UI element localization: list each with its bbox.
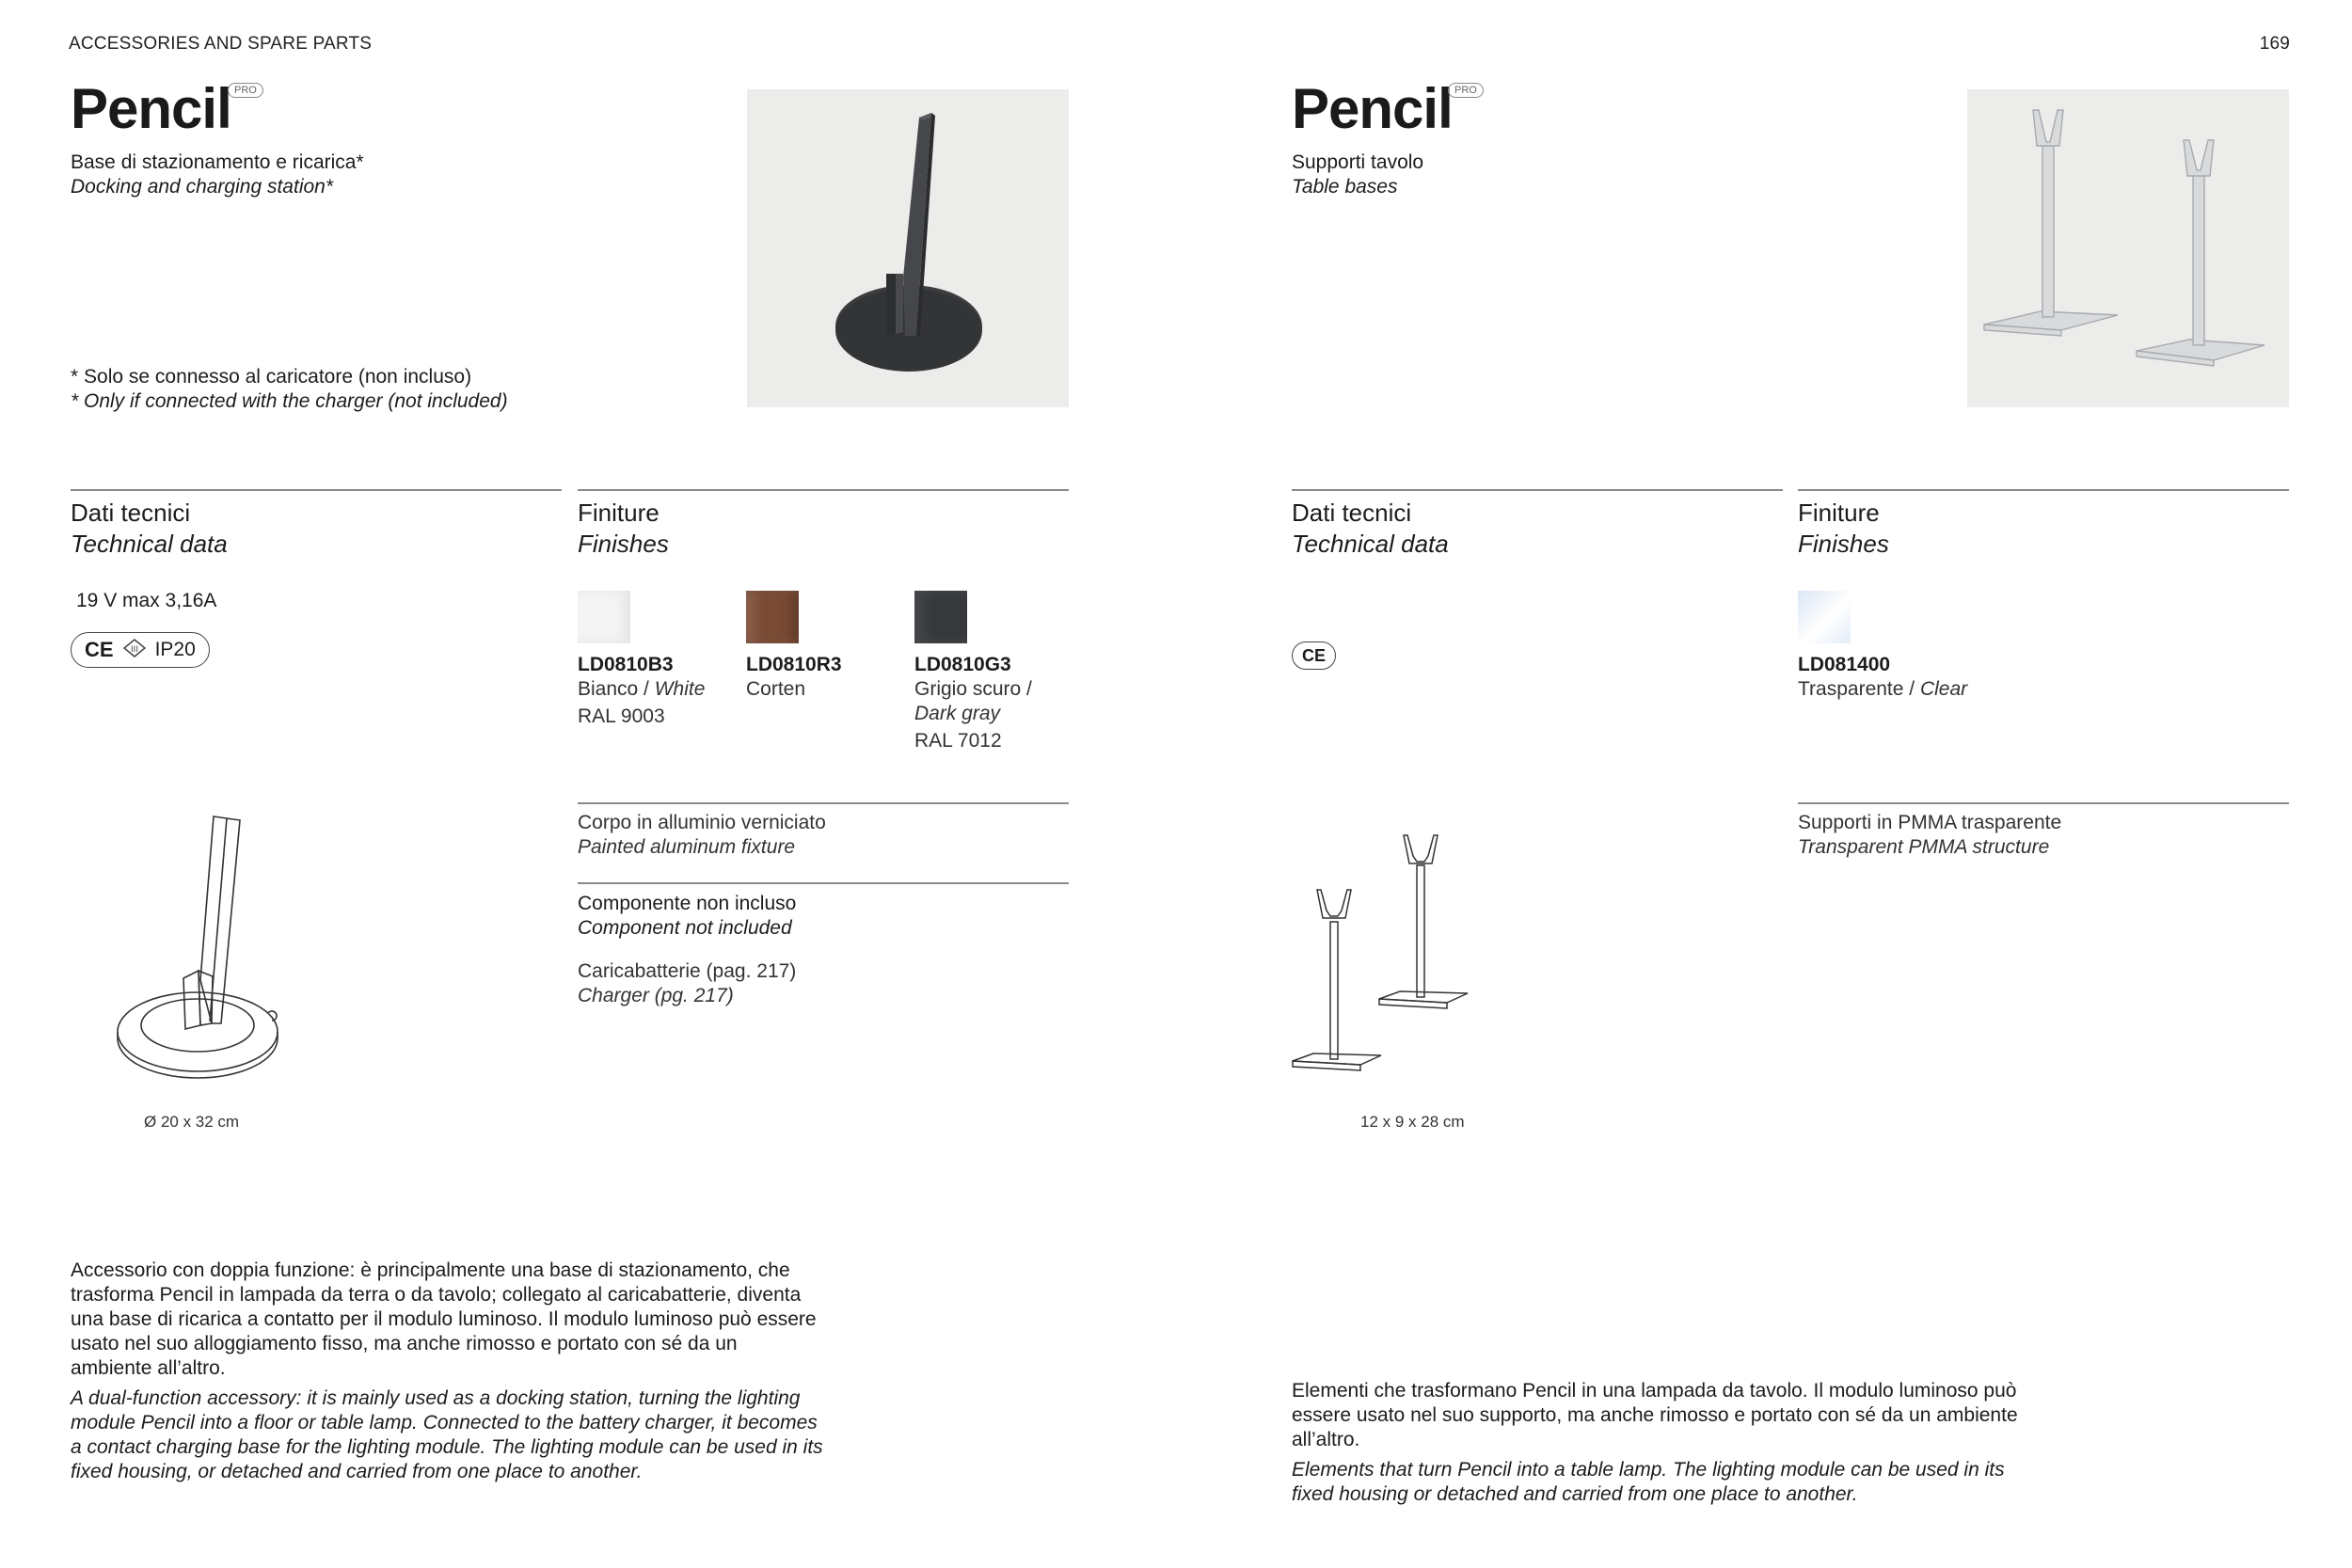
page-number: 169 <box>2259 34 2290 54</box>
product-photo-table-bases <box>1967 89 2289 407</box>
charger-it: Caricabatterie (pag. 217) <box>578 960 797 982</box>
description-it: Elementi che trasformano Pencil in una lampada da tavolo. Il modulo luminoso può essere usato nel suo supporto, ma anche rimosso e portato con sé da un ambiente all’altro. <box>1292 1380 2018 1450</box>
finish-title-it: Finiture <box>578 499 660 527</box>
material-it: Corpo in alluminio verniciato <box>578 812 826 833</box>
description-en: Elements that turn Pencil into a table lamp. The lighting module can be used in its fixed housing or detached and carried from one place to another. <box>1292 1459 2005 1505</box>
divider <box>578 882 1069 884</box>
finish-code: LD0810G3 <box>914 654 1011 675</box>
finish-name-it: Corten <box>746 678 806 700</box>
section-header: ACCESSORIES AND SPARE PARTS <box>69 34 373 54</box>
finish-swatch-clear <box>1798 591 1851 643</box>
pro-badge: PRO <box>1448 83 1484 98</box>
finish-swatch-dark-gray <box>914 591 967 643</box>
finish-title-en: Finishes <box>1798 530 1889 558</box>
finish-swatch-corten <box>746 591 799 643</box>
product-title <box>71 77 231 140</box>
finish-name <box>1798 677 1967 702</box>
docking-station-image <box>747 89 1069 407</box>
subtitle-en: Table bases <box>1292 176 1398 198</box>
finish-name-en: Dark gray <box>914 703 1001 724</box>
finish-name <box>578 677 705 702</box>
note-en: * Only if connected with the charger (not included) <box>71 390 508 412</box>
class-iii-icon <box>123 639 146 662</box>
technical-drawing-docking-station <box>108 811 287 1084</box>
subtitle-en: Docking and charging station* <box>71 176 334 198</box>
material-en: Painted aluminum fixture <box>578 836 796 858</box>
divider <box>1798 489 2289 491</box>
finish-code: LD0810B3 <box>578 654 674 675</box>
tech-title-en: Technical data <box>71 530 228 558</box>
finish-ral: RAL 7012 <box>914 730 1002 752</box>
table-bases-image <box>1967 89 2289 407</box>
divider <box>1292 489 1783 491</box>
finish-swatch-white <box>578 591 630 643</box>
description-it: Accessorio con doppia funzione: è principalmente una base di stazionamento, che trasforma Pencil in lampada da terra o da tavolo; collegato al caricabatterie, diventa una base di ricarica a contatto per il modulo luminoso. Il modulo luminoso può essere usato nel suo alloggiamento fisso, ma anche rimosso e portato con sé da un ambiente all’altro. <box>71 1259 817 1379</box>
finish-ral: RAL 9003 <box>578 705 665 727</box>
certification-badge <box>1292 641 1336 670</box>
tech-title-it: Dati tecnici <box>71 499 191 527</box>
dimensions: 12 x 9 x 28 cm <box>1360 1113 1465 1131</box>
charger-en: Charger (pg. 217) <box>578 985 734 1006</box>
divider <box>1798 802 2289 804</box>
tech-title-it: Dati tecnici <box>1292 499 1412 527</box>
divider <box>578 489 1069 491</box>
subtitle-it: Supporti tavolo <box>1292 151 1424 173</box>
product-title-text: Pencil <box>1292 77 1453 140</box>
description-en: A dual-function accessory: it is mainly used as a docking station, turning the lighting module Pencil into a floor or table lamp. Connected to the battery charger, it becomes a contact charging base for the lighting module. The lighting module can be used in its fixed housing, or detached and carried from one place to another. <box>71 1387 823 1482</box>
svg-text:III: III <box>130 644 138 655</box>
ce-mark-icon: CE <box>1302 645 1327 665</box>
finish-title-it: Finiture <box>1798 499 1880 527</box>
material-en: Transparent PMMA structure <box>1798 836 2050 858</box>
tech-title-en: Technical data <box>1292 530 1449 558</box>
finish-name-it: Grigio scuro / <box>914 678 1032 700</box>
component-it: Componente non incluso <box>578 893 797 914</box>
finish-name-it: Trasparente / <box>1798 678 1915 700</box>
product-photo-docking-station <box>747 89 1069 407</box>
material-it: Supporti in PMMA trasparente <box>1798 812 2062 833</box>
divider <box>578 802 1069 804</box>
ip-rating: IP20 <box>154 639 196 660</box>
finish-name-en: White <box>654 678 706 700</box>
product-title-text: Pencil <box>71 77 231 140</box>
finish-code: LD081400 <box>1798 654 1891 675</box>
technical-drawing-table-bases <box>1289 828 1477 1082</box>
finish-code: LD0810R3 <box>746 654 842 675</box>
pro-badge: PRO <box>228 83 263 98</box>
note-it: * Solo se connesso al caricatore (non incluso) <box>71 366 472 388</box>
finish-name-it: Bianco / <box>578 678 649 700</box>
certification-badge <box>71 632 210 668</box>
product-title <box>1292 77 1453 140</box>
ce-mark-icon: CE <box>85 638 114 661</box>
finish-name-en: Clear <box>1919 678 1968 700</box>
tech-value: 19 V max 3,16A <box>76 590 217 611</box>
finish-title-en: Finishes <box>578 530 669 558</box>
subtitle-it: Base di stazionamento e ricarica* <box>71 151 364 173</box>
component-en: Component not included <box>578 917 792 939</box>
dimensions: Ø 20 x 32 cm <box>144 1113 240 1131</box>
divider <box>71 489 562 491</box>
